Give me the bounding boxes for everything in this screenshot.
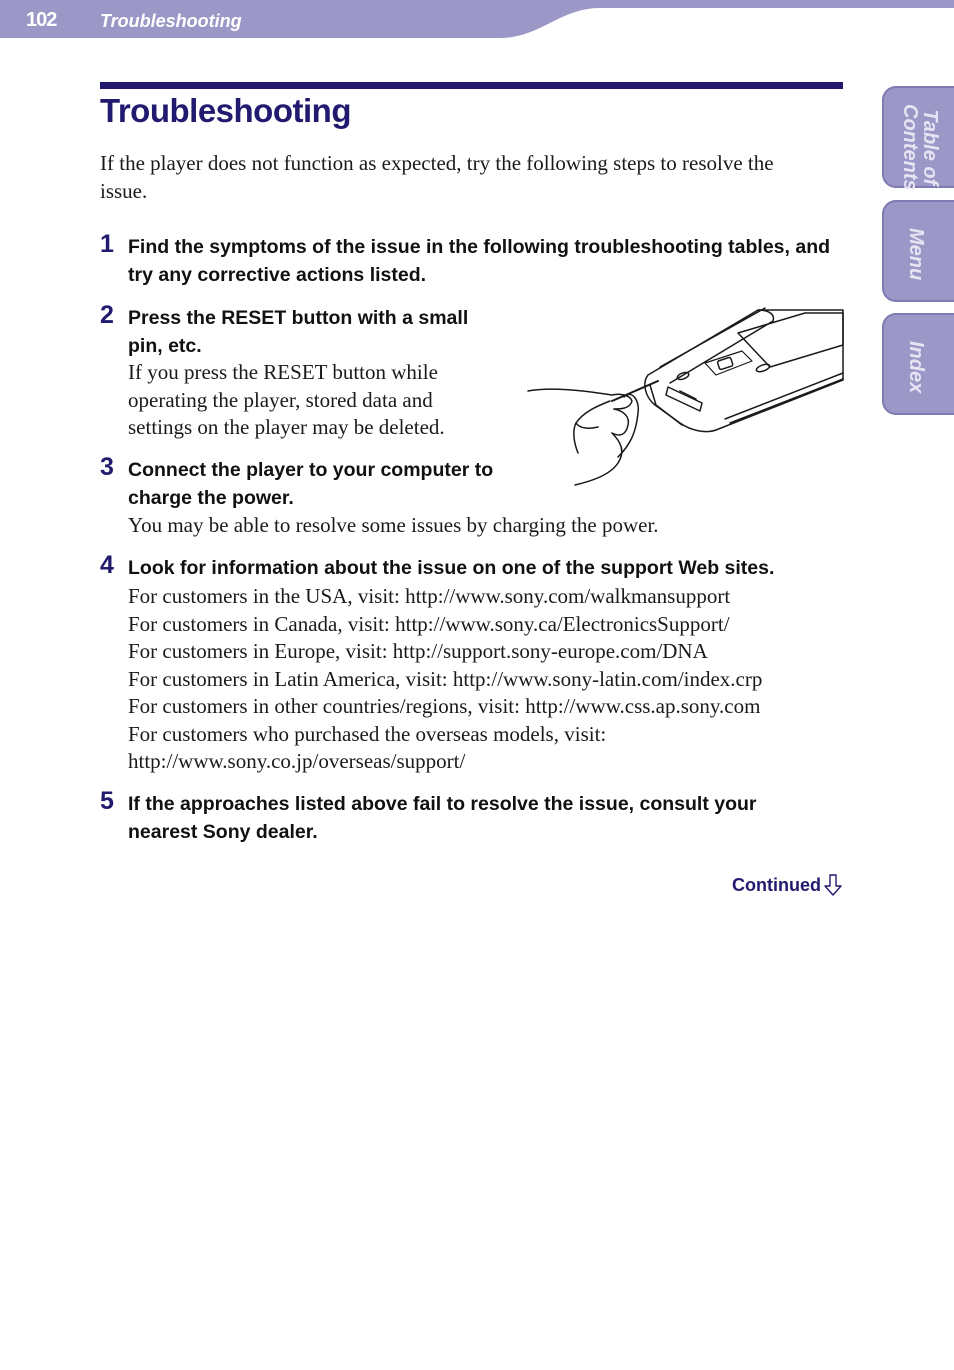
step-number: 1 (100, 230, 114, 258)
step-heading: Look for information about the issue on one of the support Web sites. (128, 557, 775, 579)
tab-table-of-contents-label: Table of Contents (899, 104, 941, 191)
support-site-line: For customers in the USA, visit: http://www.sony.com/walkmansupport (128, 584, 731, 608)
support-site-line: For customers in other countries/regions, visit: http://www.css.ap.sony.com (128, 694, 761, 718)
step-heading: Find the symptoms of the issue in the following troubleshooting tables, and try any corrective actions listed. (128, 236, 831, 286)
page-title: Troubleshooting (100, 92, 351, 129)
arrow-down-icon (824, 874, 842, 896)
reset-button-illustration (520, 305, 845, 490)
step-heading: Press the RESET button with a small pin, etc. (128, 307, 469, 357)
tab-table-of-contents[interactable] (882, 86, 954, 191)
continued-link[interactable] (732, 874, 842, 896)
step-number: 4 (100, 551, 114, 579)
tab-index[interactable] (882, 313, 954, 415)
step-number: 3 (100, 453, 114, 481)
support-site-line: For customers in Latin America, visit: http://www.sony-latin.com/index.crp (128, 666, 763, 691)
support-sites-list (128, 583, 843, 776)
step-heading: Connect the player to your computer to charge the power. (128, 459, 494, 509)
support-site-line: For customers in Canada, visit: http://www.sony.ca/ElectronicsSupport/ (128, 611, 730, 636)
continued-label: Continued (732, 874, 821, 895)
step-heading: If the approaches listed above fail to resolve the issue, consult your nearest Sony dealer. (128, 793, 757, 843)
step-body: You may be able to resolve some issues by charging the power. (128, 513, 659, 537)
intro-text: If the player does not function as expected, try the following steps to resolve the issue. (100, 151, 774, 203)
step-number: 5 (100, 787, 114, 815)
page-number: 102 (26, 9, 57, 31)
title-rule (100, 82, 843, 89)
step-number: 2 (100, 301, 114, 329)
tab-index-label: Index (905, 341, 927, 394)
page-header (0, 0, 954, 40)
tab-menu-label: Menu (905, 228, 927, 281)
header-section-name: Troubleshooting (100, 11, 242, 31)
tab-menu[interactable] (882, 200, 954, 302)
support-site-line: For customers in Europe, visit: http://support.sony-europe.com/DNA (128, 639, 708, 663)
step-body: If you press the RESET button while operating the player, stored data and settings on the player may be deleted. (128, 360, 445, 439)
support-site-line: http://www.sony.co.jp/overseas/support/ (128, 749, 466, 773)
support-site-line: For customers who purchased the overseas models, visit: (128, 721, 607, 746)
